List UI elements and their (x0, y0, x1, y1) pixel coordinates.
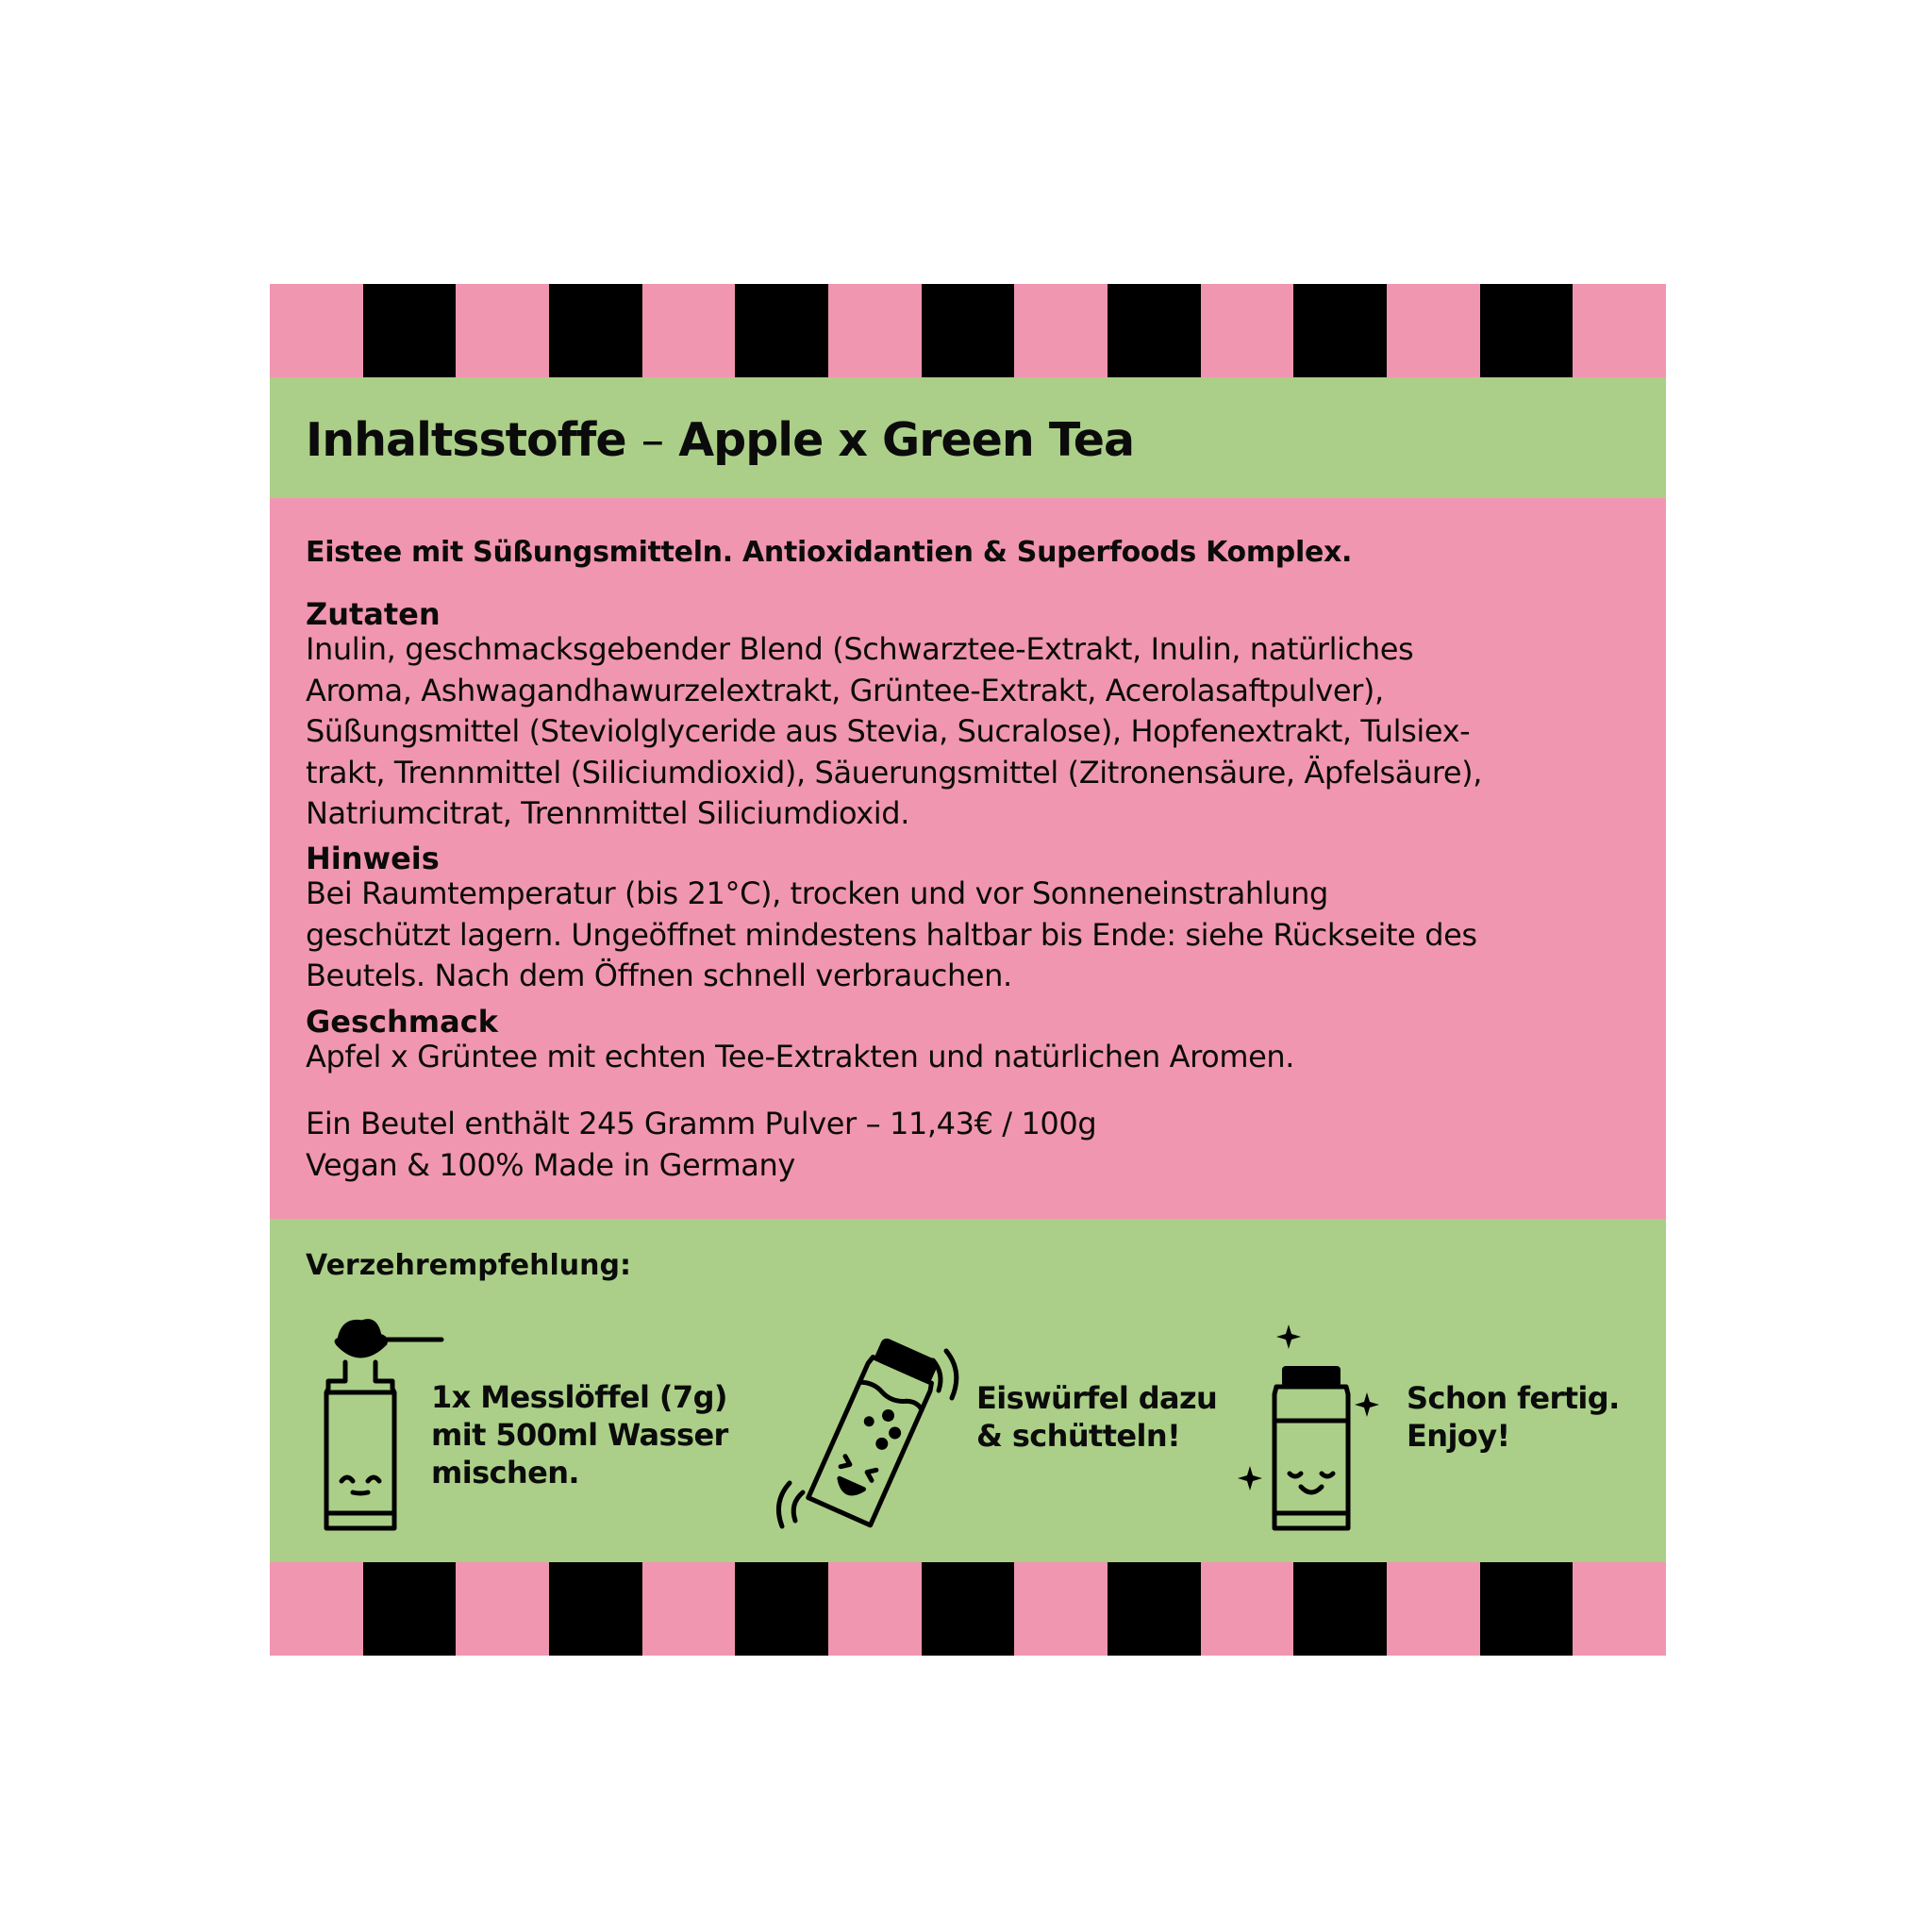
recommendation-panel (270, 1219, 1666, 1562)
step-2-text: Eiswürfel dazu & schütteln! (976, 1380, 1218, 1454)
product-description: Eistee mit Süßungsmitteln. Antioxidantien & Superfoods Komplex. (306, 536, 1353, 569)
step-1-text: 1x Messlöffel (7g) mit 500ml Wasser mischen. (431, 1379, 728, 1491)
top-stripe-border (270, 284, 1666, 377)
geschmack-text: Apfel x Grüntee mit echten Tee-Extrakten und natürlichen Aromen. (306, 1039, 1295, 1074)
step-3-text: Schon fertig. Enjoy! (1407, 1380, 1620, 1454)
sparkling-bottle-icon (1235, 1313, 1386, 1540)
scoop-bottle-icon (317, 1313, 449, 1540)
title-band (270, 377, 1666, 498)
bottom-stripe-border (270, 1562, 1666, 1656)
ingredients-panel (270, 498, 1666, 1219)
ingredients-card (270, 284, 1666, 1656)
geschmack-heading: Geschmack (306, 1004, 498, 1040)
recommendation-label: Verzehrempfehlung: (306, 1249, 631, 1282)
zutaten-heading: Zutaten (306, 596, 441, 632)
page-title: Inhaltsstoffe – Apple x Green Tea (306, 413, 1135, 467)
hinweis-text: Bei Raumtemperatur (bis 21°C), trocken und vor Sonneneinstrahlung geschützt lagern. Ungeöffnet mindestens haltbar bis Ende: siehe Rückseite des Beutels. Nach dem Öffnen schnell verbrauchen. (306, 875, 1477, 993)
shaking-bottle-icon (765, 1332, 973, 1540)
package-info: Ein Beutel enthält 245 Gramm Pulver – 11,43€ / 100g Vegan & 100% Made in Germany (306, 1106, 1097, 1183)
zutaten-text: Inulin, geschmacksgebender Blend (Schwarztee-Extrakt, Inulin, natürliches Aroma, Ashwagandhawurzelextrakt, Grüntee-Extrakt, Acerolasaftpulver), Süßungsmittel (Steviolglyceride aus Stevia, Sucralose), Hopfenextrakt, Tulsiex- trakt, Trennmittel (Siliciumdioxid), Säuerungsmittel (Zitronensäure, Äpfelsäure), Natriumcitrat, Trennmittel Siliciumdioxid. (306, 631, 1483, 831)
hinweis-heading: Hinweis (306, 841, 440, 876)
